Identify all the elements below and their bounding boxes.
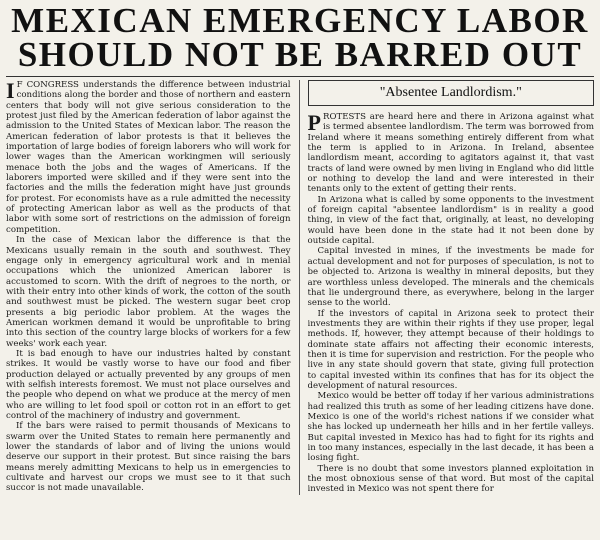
headline-rule — [6, 76, 594, 77]
right-paragraph-4: If the investors of capital in Arizona seek to protect their investments they are within their rights if they use proper, legal methods. If, however, they attempt because of their holdings to dominate state affairs not affecting their economic interests, then it is time for supervision and restriction. For the people who live in any state should govern that state, giving full protection to capital invested within its confines that has for its object the development of natural resources. — [307, 308, 594, 391]
right-paragraph-1 — [308, 112, 594, 195]
left-paragraph-2: In the case of Mexican labor the difference is that the Mexicans usually remain in the south and southwest. They engage only in emergency agricultural work and in menial occupations which the unionized American laborer is accustomed to scorn. With the drift of negroes to the north, or with their entry into other kinds of work, the cotton of the south and southwest must be picked. The western sugar beet crop presents a big periodic labor problem. At the wages the American workmen demand it would be unprofitable to bring into this section of the country large blocks of workers for a few weeks' work each year. — [6, 235, 291, 349]
right-paragraph-3: Capital invested in mines, if the investments be made for actual development and not for purposes of speculation, is not to be objected to. Arizona is wealthy in mineral deposits, but they are worthless unless developed. The minerals and the chemicals that lie underground there, as everywhere, belong in the larger sense to the world. — [307, 246, 594, 309]
left-paragraph-1-text: F CONGRESS understands the difference between industrial conditions along the border and those of northern and eastern centers that body will not give serious consideration to the protest just filed by the American federation of labor against the admission to the United States of Mexican labor. The reason the American federation of labor protests is that it believes the importation of large bodies of foreign laborers who will work for lower wages than the American workingmen will seriously menace both the jobs and the wages of Americans. If the laborers imported were skilled and if they were sent into the factories and the mills the federation might have just grounds for protest. For economists have as a rule admitted the necessity of protecting American labor as well as the products of that labor with some sort of restrictions on the admission of foreign competition. — [6, 80, 291, 235]
columns — [6, 80, 594, 495]
right-paragraph-1-text: ROTESTS are heard here and there in Arizona against what is termed absentee landlordism. The term was borrowed from Ireland where it means something entirely different from what the term is applied to in Arizona. In Ireland, absentee landlordism meant, according to agitators against it, that vast tracts of land were owned by men living in England who did little or nothing to develop the land and were interested in their tenants only to the extent of getting their rents. — [307, 112, 594, 195]
right-dropcap: P — [307, 110, 321, 135]
editorial-subhead: "Absentee Landlordism." — [308, 80, 594, 106]
headline-line-1: MEXICAN EMERGENCY LABOR — [11, 1, 589, 40]
right-paragraph-2: In Arizona what is called by some opponents to the investment of foreign capital "absentee landlordism" is in reality a good thing, in view of the fact that, originally, at least, no developing would have been done in the state had it not been done by outside capital. — [307, 194, 594, 247]
left-paragraph-4: If the bars were raised to permit thousands of Mexicans to swarm over the United States to remain here permanently and lower the standards of labor and of living the unions would deserve our support in their protest. But since raising the bars means merely admitting Mexicans to help us in emergencies to cultivate and harvest our crops we must see to it that such succor is not made unavailable. — [6, 421, 291, 494]
left-column — [6, 80, 291, 495]
right-paragraph-5: Mexico would be better off today if her various administrations had realized this truth as some of her leading citizens have done. Mexico is one of the world's richest nations if we consider what she has locked up underneath her hills and in her fertile valleys. But capital invested in Mexico has had to fight for its rights and in too many instances, especially in the last decade, it has been a losing fight. — [307, 391, 594, 464]
right-column — [308, 80, 594, 495]
column-divider — [299, 80, 300, 495]
left-paragraph-3: It is bad enough to have our industries halted by constant strikes. It would be vastly worse to have our food and fiber production delayed or actually prevented by any groups of men with selfish interests foremost. We must not place ourselves and the people who depend on what we produce at the mercy of men who are willing to let food spoil or cotton rot in an effort to get control of the machinery of industry and government. — [6, 348, 291, 421]
left-paragraph-1 — [6, 80, 291, 235]
headline-line-2: SHOULD NOT BE BARRED OUT — [17, 35, 583, 74]
right-paragraph-6: There is no doubt that some investors planned exploitation in the most obnoxious sense of that word. But most of the capital invested in Mexico was not spent there for — [307, 463, 594, 495]
left-dropcap: I — [6, 80, 15, 103]
headline — [6, 1, 594, 74]
